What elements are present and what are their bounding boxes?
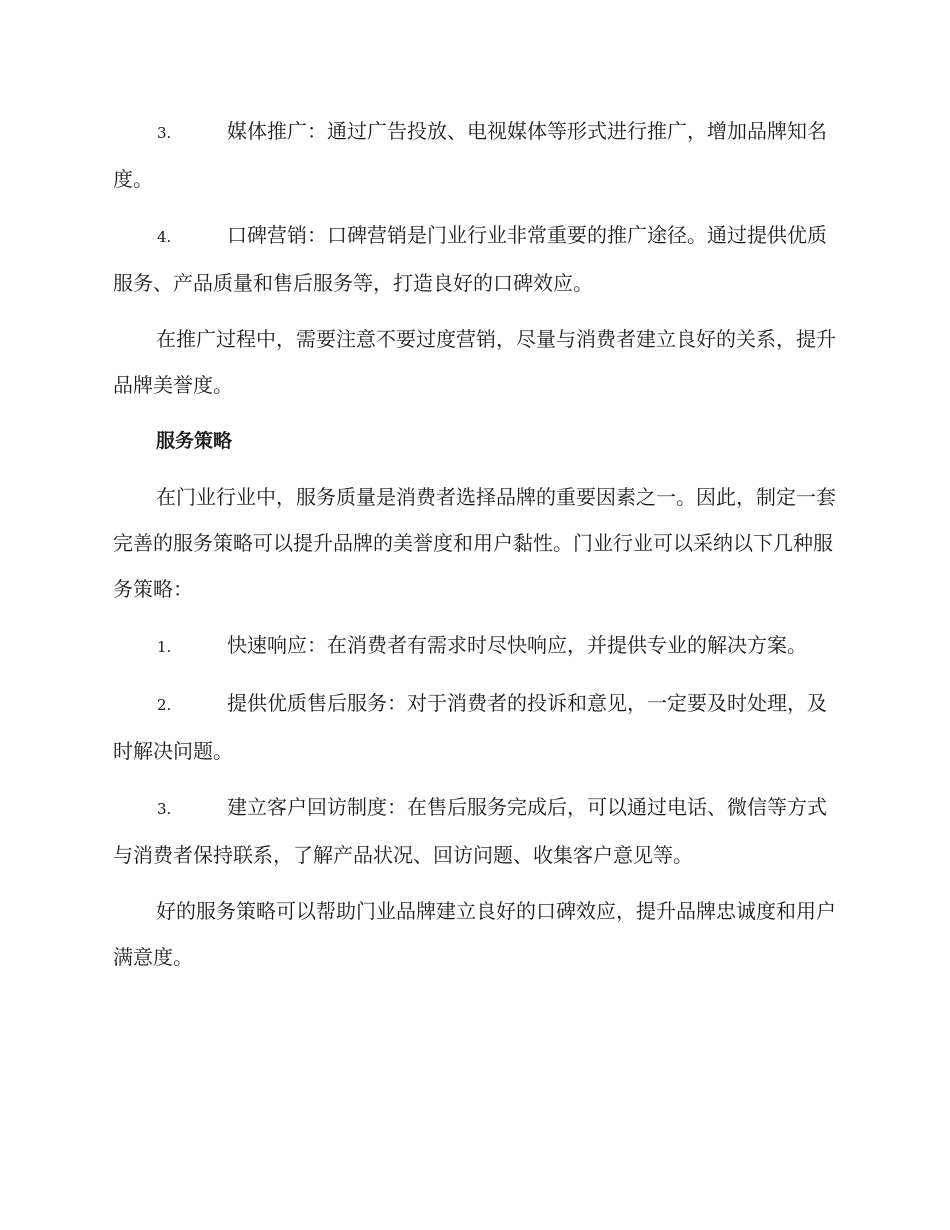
list-number: 2. [157,696,172,714]
list-number: 1. [157,638,172,656]
list-number: 3. [157,800,172,818]
list-text: 口碑营销：口碑营销是门业行业非常重要的推广途径。通过提供优质服务、产品质量和售后服务等，打造良好的口碑效应。 [113,223,827,295]
paragraph-promotion-note: 在推广过程中，需要注意不要过度营销，尽量与消费者建立良好的关系，提升品牌美誉度。 [113,327,836,397]
paragraph-conclusion: 好的服务策略可以帮助门业品牌建立良好的口碑效应，提升品牌忠诚度和用户满意度。 [113,899,836,969]
list-text: 快速响应：在消费者有需求时尽快响应，并提供专业的解决方案。 [227,633,807,657]
list-item-word-of-mouth [113,212,838,306]
list-text: 媒体推广：通过广告投放、电视媒体等形式进行推广，增加品牌知名度。 [113,119,827,191]
list-item-media-promotion [113,108,838,202]
list-item-after-sales [113,680,838,774]
list-item-quick-response [113,622,838,670]
list-number: 3. [157,124,172,142]
list-text: 建立客户回访制度：在售后服务完成后，可以通过电话、微信等方式与消费者保持联系，了解产品状况、回访问题、收集客户意见等。 [113,795,827,867]
list-item-customer-follow-up [113,784,838,878]
paragraph-service-intro: 在门业行业中，服务质量是消费者选择品牌的重要因素之一。因此，制定一套完善的服务策略可以提升品牌的美誉度和用户黏性。门业行业可以采纳以下几种服务策略： [113,485,836,601]
list-text: 提供优质售后服务：对于消费者的投诉和意见，一定要及时处理，及时解决问题。 [113,691,827,763]
document-body [113,108,838,990]
list-number: 4. [157,228,172,246]
section-heading-service-strategy: 服务策略 [156,430,233,452]
